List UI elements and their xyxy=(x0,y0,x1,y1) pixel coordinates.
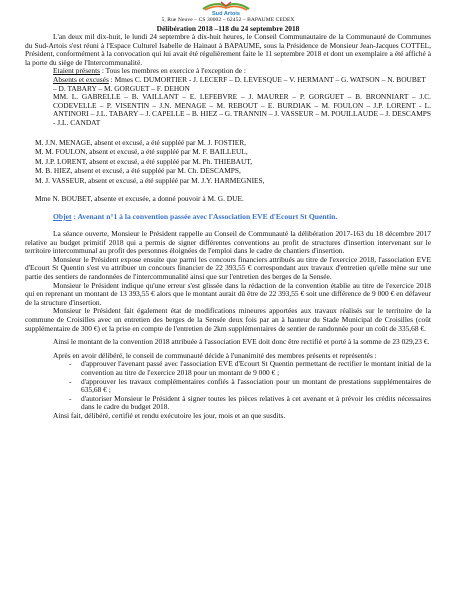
body-paragraph: Ainsi le montant de la convention 2018 attribuée à l'association EVE doit donc être rectifié et porté à la somme de 23 029,23 €. xyxy=(53,337,430,347)
body-paragraph: Monsieur le Président fait également état de modifications mineures apportées aux travaux réalisés sur le territoire de la commune de Croisilles avec un entretien des berges de la Sensée deux fois par an à hauteur du Stade Municipal de Croisilles (coût supplémentaire de 300 €) et la prise en compte de l'entretien de 2km supplémentaires de sentier de randonnée pour un coût de 335,68 €. xyxy=(25,306,431,333)
decision-item: - d'approuver les travaux complémentaires confiés à l'association pour un montant de prestations supplémentaires de 635,68 € ; xyxy=(69,378,431,395)
intro-paragraph: L'an deux mil dix-huit, le lundi 24 septembre à dix-huit heures, le Conseil Communautaire de la Communauté de Communes du Sud-Artois s'est réuni à l'Espace Culturel Isabelle de Hainaut à BAPAUME, sous la Présidence de Monsieur Jean-Jacques COTTEL, Président, conformément à la convocation qui lui avait été régulièrement faite le 11 septembre 2018 et dont un exemplaire a été affiché à la porte du siège de l'Intercommunalité. xyxy=(25,32,431,67)
objet-text: : Avenant n°1 à la convention passée avec l'Association EVE d'Ecourt St Quentin. xyxy=(71,212,338,222)
absents-women: : Mmes C. DUMORTIER - J. LECERF – D. LEVESQUE – V. HERMANT – G. WATSON – N. BOUBET – D. TABARY – M. GORGUET – F. DEHON xyxy=(53,74,426,93)
closing-line: Ainsi fait, délibéré, certifié et rendu exécutoire les jour, mois et an que susdits. xyxy=(53,410,286,420)
decision-item: - d'autoriser Monsieur le Président à signer toutes les pièces relatives à cet avenant et à prévoir les crédits nécessaires dans le cadre du budget 2018. xyxy=(69,395,431,412)
header-address: 5, Rue Neuve – CS 30002 – 62452 – BAPAUME CEDEX xyxy=(161,17,295,23)
absents-block xyxy=(53,76,431,128)
absents-men: MM. L. GABRELLE – B. VAILLANT – E. LEFEBVRE – J. MAURER – P. GORGUET – B. BRONNIART – J.C. CODEVELLE – P. VISENTIN – J.N. MENAGE – M. REBOUT – E. BURDIAK – M. FOULON – J.P. LORENT - L. ANTINORI – J.L. TABARY – J. CAPELLE – B. HIEZ – G. TRANNIN – J. VASSEUR – M. POUILLAUDE – J. DESCAMPS - J.L. CANDAT xyxy=(53,92,431,127)
decision-item: - d'approuver l'avenant passé avec l'association EVE d'Ecourt St Quentin permettant de rectifier le montant initial de la convention au titre de l'exercice 2018 pour un montant de 9 000 € ; xyxy=(69,360,431,377)
body-paragraph: Monsieur le Président indique qu'une erreur s'est glissée dans la rédaction de la convention établie au titre de l'exercice 2018 qui en reprenant un montant de 13 393,55 € alors que le montant aurait dû être de 22 393,55 € soit une différence de 9 000 € en défaveur de la structure d'insertion. xyxy=(25,280,431,307)
decision-list xyxy=(69,360,431,412)
proxy-line: M. J. VASSEUR, absent et excusé, a été suppléé par M. J.Y. HARMEGNIES, xyxy=(35,175,265,185)
objet-label: Objet xyxy=(53,212,72,222)
proxy-line: M. J.N. MENAGE, absent et excusé, a été suppléé par M. J. FOSTIER, xyxy=(35,137,247,147)
logo-text: Sud Artois xyxy=(211,11,241,16)
deliberation-reference: Délibération 2018 –118 du 24 septembre 2018 xyxy=(156,24,300,33)
absents-line xyxy=(53,76,431,93)
body-paragraph: La séance ouverte, Monsieur le Président rappelle au Conseil de Communauté la délibération 2017-163 du 18 décembre 2017 relative au budget primitif 2018 qui a permis de signer différentes conventions au profit de structures d'insertion intervenant sur le territoire intercommunal au profit des personnes éloignées de l'emploi dans le cadre de chantiers d'insertion. xyxy=(25,229,431,256)
presents-text: : Tous les membres en exercice à l'exception de : xyxy=(100,66,246,76)
document-body xyxy=(25,17,431,421)
absents-label: Absents et excusés xyxy=(53,74,109,84)
presents-label: Etaient présents xyxy=(53,66,100,76)
objet-heading xyxy=(53,212,431,221)
proxy-line: M. J.P. LORENT, absent et excusé, a été suppléé par M. Ph. THIEBAUT, xyxy=(35,156,253,166)
proxy-line: M. M. FOULON, absent et excusé, a été suppléé par M. F. BAILLEUL, xyxy=(35,147,248,157)
body-paragraph: Monsieur le Président expose ensuite que parmi les concours financiers attribués au titre de l'exercice 2018, l'association EVE d'Ecourt St Quentin s'est vu attribuer un concours financier de 22 393,55 € correspondant aux travaux d'entretien qu'elle mène sur une partie des sentiers de randonnées de l'intercommunalité ainsi que sur l'entretien des berges de la Sensée. xyxy=(25,254,431,281)
sud-artois-logo xyxy=(181,0,271,16)
body-paragraph: Après en avoir délibéré, le conseil de communauté décide à l'unanimité des membres présents et représentés : xyxy=(53,350,377,360)
pouvoir-line: Mme N. BOUBET, absente et excusée, a donné pouvoir à M. G. DUE. xyxy=(35,194,244,204)
proxy-line: M. B. HIEZ, absent et excusé, a été suppléé par M. Ch. DESCAMPS, xyxy=(35,166,241,176)
